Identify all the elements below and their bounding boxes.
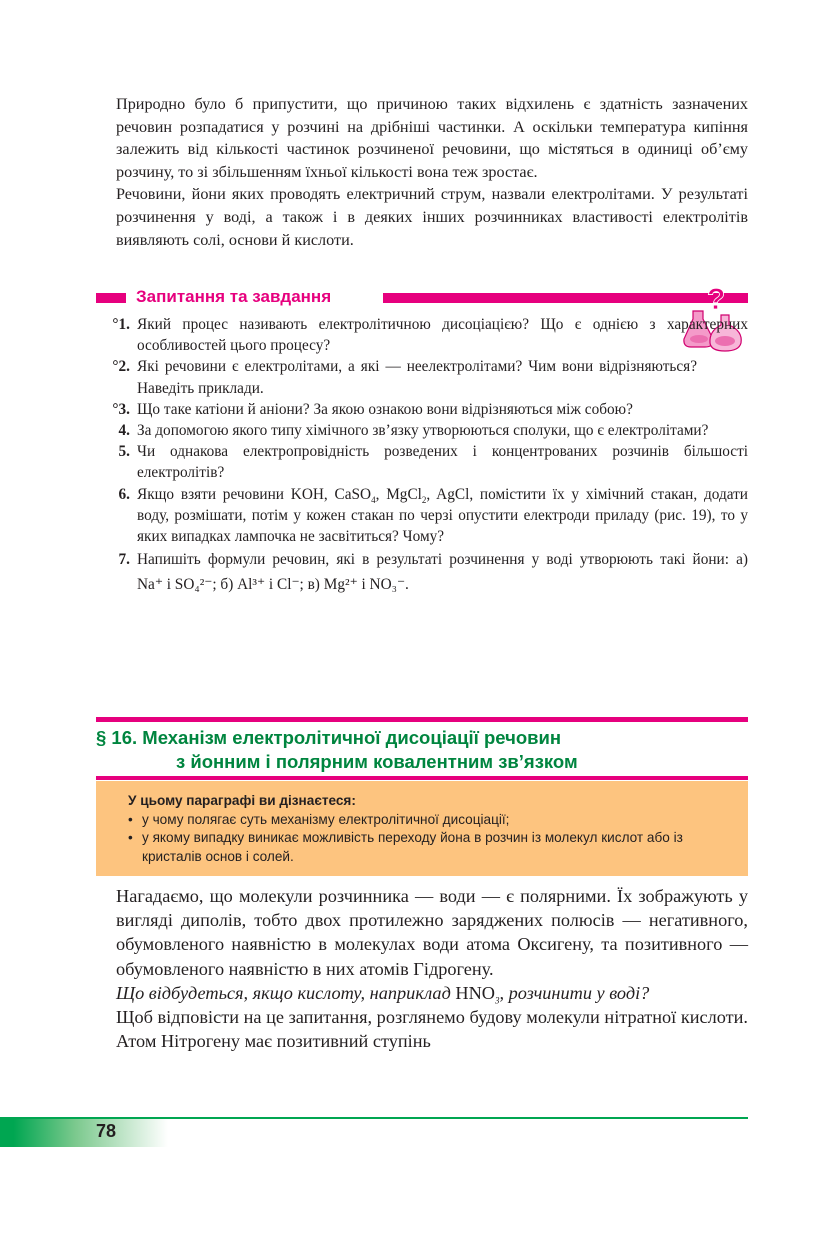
question-text: Які речовини є електролітами, а які — неелектролітами? Чим вони відрізняються? Наведіть приклади. <box>137 358 697 397</box>
question-number: 6. <box>118 485 130 503</box>
subscript: 3 <box>495 995 500 1006</box>
ion-formulas: Na⁺ і SO₄²⁻; б) Al³⁺ і Cl⁻; в) Mg²⁺ і NO₃⁻. <box>137 576 409 594</box>
section-title-line-1: § 16. Механізм електролітичної дисоціації речовин <box>96 727 562 748</box>
questions-header <box>96 287 748 306</box>
question-number: °2. <box>112 358 130 376</box>
subscript: 2 <box>421 494 427 505</box>
question-5 <box>100 441 748 483</box>
question-3 <box>100 399 748 420</box>
body-question-start: Що відбудеться, якщо кислоту, наприклад <box>116 982 456 1003</box>
learn-item: • у чому полягає суть механізму електролітичної дисоціації; <box>128 811 728 830</box>
body-paragraph-1 <box>116 884 748 981</box>
questions-list <box>100 314 748 597</box>
question-text: Який процес називають електролітичною дисоціацією? Що є однією з характерних особливостей цього процесу? <box>137 316 748 355</box>
question-2 <box>100 356 697 398</box>
body-paragraph-1-text: Нагадаємо, що молекули розчинника — води — є полярними. Їх зображують у вигляді диполів, тобто двох протилежно заряджених полюсів — негативного, обумовленого наявністю в молекулах води атома Оксигену, та позитивного — обумовленого наявністю в них атомів Гідрогену. <box>116 886 748 979</box>
intro-text <box>116 93 748 251</box>
question-7 <box>100 547 748 597</box>
body-question <box>116 981 748 1005</box>
question-number: 7. <box>118 551 130 569</box>
question-number: 5. <box>118 443 130 461</box>
question-text-middle: , MgCl <box>375 485 422 503</box>
question-number: 4. <box>118 422 130 440</box>
question-text: Чи однакова електропровідність розведених і концентрованих розчинів більшості електролітів? <box>137 443 748 482</box>
question-number: °3. <box>112 400 130 418</box>
section-title <box>96 726 748 774</box>
footer-gradient-tab <box>0 1119 168 1147</box>
svg-text:?: ? <box>707 283 726 316</box>
question-number: °1. <box>112 316 130 333</box>
learn-box <box>96 781 748 876</box>
question-1 <box>100 314 748 356</box>
question-text-start: Якщо взяти речовини KOH, CaSO <box>137 485 372 503</box>
question-text: Що таке катіони й аніони? За якою ознакою вони відрізняються між собою? <box>137 400 633 418</box>
question-text-start: Напишіть формули речовин, які в результаті розчинення у воді утворюють такі йони: а) <box>137 551 748 569</box>
learn-heading: У цьому параграфі ви дізнаєтеся: <box>128 793 356 808</box>
intro-paragraph-1: Природно було б припустити, що причиною таких відхилень є здатність зазначених речовин розпадатися у розчині на дрібніші частинки. А оскільки температура кипіння залежить від кількості частинок розчиненої речовини, що містяться в одиниці об’єму розчину, то зі збільшенням їхньої кількості вона теж зростає. <box>116 95 748 181</box>
body-question-end: , розчинити у воді? <box>499 982 650 1003</box>
body-text <box>116 884 748 1053</box>
section-rule-bottom <box>96 776 748 780</box>
question-4 <box>100 420 748 441</box>
question-text: За допомогою якого типу хімічного зв’язку утворюються сполуки, що є електролітами? <box>137 422 709 440</box>
page-number: 78 <box>96 1121 117 1141</box>
section-rule-top <box>96 717 748 722</box>
header-bar-left <box>96 293 126 303</box>
learn-item: • у якому випадку виникає можливість переходу йона в розчин із молекул кислот або із кристалів основ і солей. <box>128 829 728 866</box>
section-title-line-2: з йонним і полярним ковалентним зв’язком <box>176 751 578 772</box>
intro-paragraph-2: Речовини, йони яких проводять електричний струм, назвали електролітами. У результаті розчинення у воді, а також і в деяких інших розчинниках властивості електролітів виявляють солі, основи й кислоти. <box>116 185 748 249</box>
question-6 <box>100 484 748 548</box>
subscript: 4 <box>371 494 376 505</box>
question-text-end: , AgCl, помістити їх у хімічний стакан, додати воду, розмішати, потім у кожен стакан по черзі опустити електроди приладу (рис. 19), то у яких випадках лампочка не засвітиться? Чому? <box>137 485 748 546</box>
body-paragraph-3 <box>116 1005 748 1053</box>
questions-heading: Запитання та завдання <box>136 287 332 306</box>
formula: HNO <box>455 982 495 1003</box>
body-paragraph-3-text: Щоб відповісти на це запитання, розглянемо будову молекули нітратної кислоти. Атом Нітрогену має позитивний ступінь <box>116 1007 748 1052</box>
